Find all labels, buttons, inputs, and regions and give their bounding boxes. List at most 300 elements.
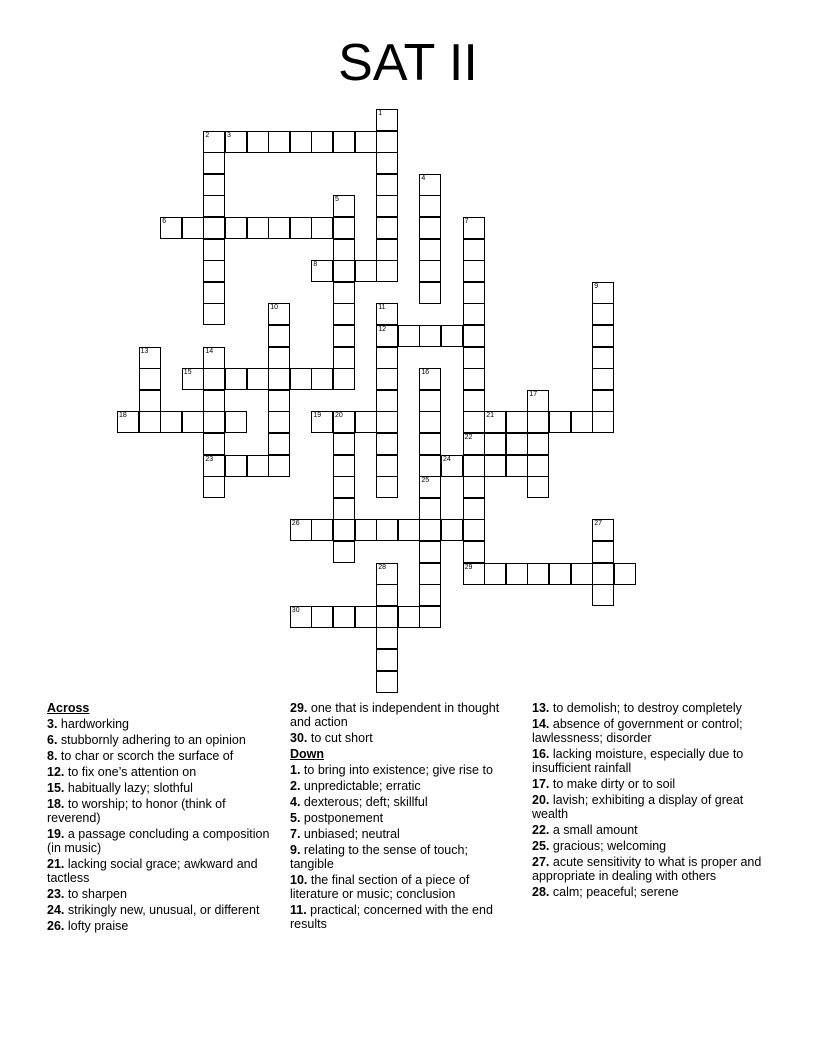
grid-cell[interactable] (376, 584, 398, 606)
grid-cell[interactable] (549, 411, 571, 433)
clue-down-13 (532, 701, 772, 715)
clue-down-27 (532, 855, 772, 883)
grid-cell[interactable] (117, 411, 139, 433)
clue-across-18 (47, 797, 272, 825)
cell-number: 23 (205, 455, 214, 463)
grid-cell[interactable] (247, 131, 269, 153)
grid-cell[interactable] (333, 411, 355, 433)
grid-cell[interactable] (463, 563, 485, 585)
clue-text: relating to the sense of touch; tangible (290, 843, 468, 871)
grid-cell[interactable] (376, 519, 398, 541)
clue-number: 20. (532, 793, 550, 807)
across-heading: Across (47, 701, 90, 715)
clue-down-10 (290, 873, 515, 901)
grid-cell[interactable] (376, 195, 398, 217)
grid-cell[interactable] (419, 368, 441, 390)
grid-cell[interactable] (376, 260, 398, 282)
grid-cell[interactable] (592, 563, 614, 585)
clue-text: lacking moisture, especially due to insufficient rainfall (532, 747, 744, 775)
cell-number: 19 (313, 412, 322, 420)
clue-text: lacking social grace; awkward and tactless (47, 857, 258, 885)
grid-cell[interactable] (333, 541, 355, 563)
grid-cell[interactable] (376, 239, 398, 261)
clue-text: unpredictable; erratic (303, 779, 421, 793)
grid-cell[interactable] (506, 455, 528, 477)
clue-down-7 (290, 827, 515, 841)
grid-cell[interactable] (333, 347, 355, 369)
grid-cell[interactable] (419, 541, 441, 563)
clue-down-1 (290, 763, 515, 777)
grid-cell[interactable] (290, 217, 312, 239)
cell-number: 1 (378, 110, 383, 117)
grid-cell[interactable] (419, 390, 441, 412)
grid-cell[interactable] (463, 411, 485, 433)
grid-cell[interactable] (419, 455, 441, 477)
clue-number: 17. (532, 777, 550, 791)
clue-number: 29. (290, 701, 308, 715)
cell-number: 10 (270, 304, 278, 312)
grid-cell[interactable] (311, 260, 333, 282)
grid-cell[interactable] (203, 131, 225, 153)
grid-cell[interactable] (268, 433, 290, 455)
clue-number: 4. (290, 795, 301, 809)
grid-cell[interactable] (419, 519, 441, 541)
grid-cell[interactable] (268, 390, 290, 412)
clue-down-5 (290, 811, 515, 825)
grid-cell[interactable] (203, 152, 225, 174)
clue-text: postponement (303, 811, 384, 825)
clue-text: the final section of a piece of literature or music; conclusion (290, 873, 470, 901)
clue-column-2 (290, 701, 515, 933)
grid-cell[interactable] (311, 411, 333, 433)
grid-cell[interactable] (203, 390, 225, 412)
grid-cell[interactable] (484, 433, 506, 455)
cell-number: 8 (313, 261, 318, 269)
grid-cell[interactable] (225, 131, 247, 153)
grid-cell[interactable] (376, 411, 398, 433)
grid-cell[interactable] (333, 455, 355, 477)
grid-cell[interactable] (484, 455, 506, 477)
cell-number: 4 (421, 174, 426, 182)
clue-text: to demolish; to destroy completely (552, 701, 742, 715)
clue-text: lavish; exhibiting a display of great wealth (532, 793, 744, 821)
clue-across-26 (47, 919, 272, 933)
grid-cell[interactable] (139, 390, 161, 412)
grid-cell[interactable] (139, 411, 161, 433)
clue-number: 16. (532, 747, 550, 761)
grid-cell[interactable] (333, 498, 355, 520)
grid-cell[interactable] (592, 411, 614, 433)
grid-cell[interactable] (376, 131, 398, 153)
clue-number: 22. (532, 823, 550, 837)
clue-across-30 (290, 731, 515, 745)
grid-cell[interactable] (247, 455, 269, 477)
grid-cell[interactable] (203, 195, 225, 217)
grid-cell[interactable] (571, 563, 593, 585)
cell-number: 7 (464, 218, 469, 225)
grid-cell[interactable] (333, 368, 355, 390)
grid-cell[interactable] (419, 606, 441, 628)
grid-cell[interactable] (311, 368, 333, 390)
grid-cell[interactable] (139, 347, 161, 369)
clue-number: 18. (47, 797, 65, 811)
grid-cell[interactable] (419, 195, 441, 217)
grid-cell[interactable] (463, 498, 485, 520)
grid-cell[interactable] (463, 282, 485, 304)
grid-cell[interactable] (376, 671, 398, 693)
clue-text: acute sensitivity to what is proper and appropriate in dealing with others (532, 855, 762, 883)
grid-cell[interactable] (527, 476, 549, 498)
grid-cell[interactable] (419, 260, 441, 282)
grid-cell[interactable] (225, 368, 247, 390)
cell-number: 18 (119, 412, 127, 420)
clue-number: 10. (290, 873, 308, 887)
clue-text: to fix one’s attention on (67, 765, 197, 779)
cell-number: 13 (140, 347, 149, 355)
grid-cell[interactable] (527, 390, 549, 412)
grid-cell[interactable] (592, 347, 614, 369)
grid-cell[interactable] (441, 325, 463, 347)
grid-cell[interactable] (268, 455, 290, 477)
grid-cell[interactable] (333, 260, 355, 282)
grid-cell[interactable] (376, 433, 398, 455)
grid-cell[interactable] (592, 584, 614, 606)
grid-cell[interactable] (333, 519, 355, 541)
grid-cell[interactable] (463, 347, 485, 369)
clue-across-29 (290, 701, 515, 729)
grid-cell[interactable] (376, 217, 398, 239)
grid-cell[interactable] (398, 519, 420, 541)
puzzle-title: SAT II (338, 34, 478, 92)
grid-cell[interactable] (182, 368, 204, 390)
clue-column-3 (532, 701, 772, 901)
grid-cell[interactable] (419, 282, 441, 304)
clue-text: to make dirty or to soil (552, 777, 676, 791)
grid-cell[interactable] (203, 260, 225, 282)
grid-cell[interactable] (333, 195, 355, 217)
clue-text: to bring into existence; give rise to (303, 763, 493, 777)
cell-number: 15 (183, 369, 192, 377)
grid-cell[interactable] (419, 325, 441, 347)
grid-cell[interactable] (311, 131, 333, 153)
cell-number: 12 (378, 326, 386, 333)
clue-number: 3. (47, 717, 58, 731)
cell-number: 16 (421, 369, 430, 377)
grid-cell[interactable] (333, 606, 355, 628)
clue-number: 7. (290, 827, 301, 841)
clue-number: 21. (47, 857, 65, 871)
grid-cell[interactable] (290, 131, 312, 153)
clue-number: 9. (290, 843, 301, 857)
grid-cell[interactable] (463, 390, 485, 412)
cell-number: 30 (291, 606, 300, 614)
clue-across-3 (47, 717, 272, 731)
grid-cell[interactable] (463, 303, 485, 325)
grid-cell[interactable] (463, 260, 485, 282)
grid-cell[interactable] (333, 217, 355, 239)
grid-cell[interactable] (376, 174, 398, 196)
cell-number: 22 (464, 434, 473, 441)
clue-number: 14. (532, 717, 550, 731)
grid-cell[interactable] (355, 411, 377, 433)
cell-number: 14 (205, 347, 214, 355)
grid-cell[interactable] (268, 411, 290, 433)
grid-cell[interactable] (592, 368, 614, 390)
cell-number: 9 (594, 282, 599, 290)
clue-text: absence of government or control; lawlessness; disorder (532, 717, 743, 745)
grid-cell[interactable] (376, 368, 398, 390)
grid-cell[interactable] (203, 411, 225, 433)
grid-cell[interactable] (398, 606, 420, 628)
grid-cell[interactable] (463, 455, 485, 477)
grid-cell[interactable] (203, 347, 225, 369)
clue-text: habitually lazy; slothful (67, 781, 193, 795)
cell-number: 29 (464, 563, 473, 571)
grid-cell[interactable] (571, 411, 593, 433)
grid-cell[interactable] (463, 217, 485, 239)
grid-cell[interactable] (419, 239, 441, 261)
grid-cell[interactable] (225, 411, 247, 433)
cell-number: 26 (291, 520, 300, 528)
grid-cell[interactable] (247, 368, 269, 390)
grid-cell[interactable] (463, 239, 485, 261)
grid-cell[interactable] (225, 455, 247, 477)
clue-down-16 (532, 747, 772, 775)
grid-cell[interactable] (592, 390, 614, 412)
grid-cell[interactable] (333, 282, 355, 304)
grid-cell[interactable] (592, 325, 614, 347)
clue-down-11 (290, 903, 515, 931)
clue-down-25 (532, 839, 772, 853)
clue-text: strikingly new, unusual, or different (67, 903, 260, 917)
grid-cell[interactable] (333, 325, 355, 347)
clue-number: 19. (47, 827, 65, 841)
clue-number: 1. (290, 763, 301, 777)
cell-number: 27 (594, 520, 602, 528)
clue-number: 28. (532, 885, 550, 899)
grid-cell[interactable] (333, 131, 355, 153)
clue-number: 24. (47, 903, 65, 917)
grid-cell[interactable] (527, 433, 549, 455)
clue-text: dexterous; deft; skillful (303, 795, 428, 809)
clue-text: practical; concerned with the end results (290, 903, 493, 931)
cell-number: 2 (205, 131, 210, 139)
grid-cell[interactable] (506, 411, 528, 433)
grid-cell[interactable] (376, 325, 398, 347)
grid-cell[interactable] (268, 368, 290, 390)
clue-text: to cut short (310, 731, 373, 745)
grid-cell[interactable] (592, 303, 614, 325)
grid-cell[interactable] (463, 519, 485, 541)
cell-number: 6 (162, 218, 167, 225)
clue-text: one that is independent in thought and action (290, 701, 500, 729)
grid-cell[interactable] (614, 563, 636, 585)
clue-text: stubbornly adhering to an opinion (60, 733, 246, 747)
grid-cell[interactable] (203, 239, 225, 261)
grid-cell[interactable] (419, 476, 441, 498)
clue-number: 11. (290, 903, 307, 917)
grid-cell[interactable] (376, 606, 398, 628)
grid-cell[interactable] (311, 217, 333, 239)
grid-cell[interactable] (592, 519, 614, 541)
grid-cell[interactable] (463, 368, 485, 390)
grid-cell[interactable] (333, 433, 355, 455)
grid-cell[interactable] (333, 239, 355, 261)
clue-number: 6. (47, 733, 58, 747)
clue-down-17 (532, 777, 772, 791)
clue-number: 13. (532, 701, 550, 715)
clue-text: a passage concluding a composition (in music) (47, 827, 270, 855)
grid-cell[interactable] (419, 411, 441, 433)
grid-cell[interactable] (549, 563, 571, 585)
grid-cell[interactable] (268, 347, 290, 369)
grid-cell[interactable] (203, 368, 225, 390)
grid-cell[interactable] (247, 217, 269, 239)
grid-cell[interactable] (419, 498, 441, 520)
clue-number: 23. (47, 887, 65, 901)
grid-cell[interactable] (463, 433, 485, 455)
grid-cell[interactable] (419, 584, 441, 606)
grid-cell[interactable] (203, 282, 225, 304)
clue-number: 2. (290, 779, 301, 793)
clue-text: hardworking (60, 717, 130, 731)
grid-cell[interactable] (419, 217, 441, 239)
grid-cell[interactable] (527, 411, 549, 433)
cell-number: 28 (378, 563, 386, 571)
clue-text: unbiased; neutral (303, 827, 400, 841)
clue-number: 26. (47, 919, 65, 933)
grid-cell[interactable] (506, 433, 528, 455)
grid-cell[interactable] (311, 519, 333, 541)
cell-number: 11 (378, 304, 386, 312)
clue-across-15 (47, 781, 272, 795)
grid-cell[interactable] (419, 563, 441, 585)
grid-cell[interactable] (441, 519, 463, 541)
grid-cell[interactable] (203, 433, 225, 455)
clue-down-9 (290, 843, 515, 871)
grid-cell[interactable] (203, 455, 225, 477)
grid-cell[interactable] (419, 433, 441, 455)
grid-cell[interactable] (592, 541, 614, 563)
grid-cell[interactable] (376, 563, 398, 585)
clue-column-1 (47, 701, 272, 935)
clue-text: to char or scorch the surface of (60, 749, 234, 763)
grid-cell[interactable] (398, 325, 420, 347)
grid-cell[interactable] (463, 541, 485, 563)
clue-across-12 (47, 765, 272, 779)
grid-cell[interactable] (268, 131, 290, 153)
clue-number: 30. (290, 731, 308, 745)
grid-cell[interactable] (203, 217, 225, 239)
grid-cell[interactable] (527, 563, 549, 585)
grid-cell[interactable] (160, 217, 182, 239)
cell-number: 5 (335, 196, 339, 204)
grid-cell[interactable] (376, 627, 398, 649)
cell-number: 24 (443, 455, 451, 463)
grid-cell[interactable] (376, 152, 398, 174)
cell-number: 21 (486, 412, 494, 420)
clue-across-19 (47, 827, 272, 855)
clue-number: 25. (532, 839, 550, 853)
cell-number: 17 (529, 390, 538, 398)
clue-across-23 (47, 887, 272, 901)
cell-number: 20 (335, 412, 343, 420)
grid-cell[interactable] (290, 368, 312, 390)
clue-number: 8. (47, 749, 58, 763)
clue-text: lofty praise (67, 919, 129, 933)
clue-across-21 (47, 857, 272, 885)
grid-cell[interactable] (463, 325, 485, 347)
grid-cell[interactable] (268, 325, 290, 347)
clue-down-28 (532, 885, 772, 899)
grid-cell[interactable] (376, 455, 398, 477)
grid-cell[interactable] (463, 476, 485, 498)
grid-cell[interactable] (376, 476, 398, 498)
grid-cell[interactable] (484, 563, 506, 585)
grid-cell[interactable] (333, 476, 355, 498)
clue-text: to worship; to honor (think of reverend) (47, 797, 226, 825)
clue-down-2 (290, 779, 515, 793)
grid-cell[interactable] (376, 390, 398, 412)
grid-cell[interactable] (333, 303, 355, 325)
grid-cell[interactable] (506, 563, 528, 585)
clue-down-14 (532, 717, 772, 745)
grid-cell[interactable] (203, 476, 225, 498)
down-heading: Down (290, 747, 325, 761)
clue-number: 5. (290, 811, 301, 825)
clue-text: to sharpen (67, 887, 127, 901)
grid-cell[interactable] (355, 260, 377, 282)
grid-cell[interactable] (311, 606, 333, 628)
grid-cell[interactable] (160, 411, 182, 433)
grid-cell[interactable] (355, 131, 377, 153)
grid-cell[interactable] (203, 303, 225, 325)
grid-cell[interactable] (203, 174, 225, 196)
clue-number: 12. (47, 765, 65, 779)
grid-cell[interactable] (484, 411, 506, 433)
cell-number: 3 (227, 131, 231, 139)
clue-number: 15. (47, 781, 65, 795)
grid-cell[interactable] (290, 519, 312, 541)
clue-across-24 (47, 903, 272, 917)
cell-number: 25 (421, 477, 430, 485)
clue-across-8 (47, 749, 272, 763)
grid-cell[interactable] (182, 217, 204, 239)
grid-cell[interactable] (592, 282, 614, 304)
grid-cell[interactable] (355, 519, 377, 541)
clue-text: gracious; welcoming (552, 839, 667, 853)
grid-cell[interactable] (376, 303, 398, 325)
grid-cell[interactable] (527, 455, 549, 477)
grid-cell[interactable] (268, 217, 290, 239)
clue-down-22 (532, 823, 772, 837)
grid-cell[interactable] (419, 174, 441, 196)
clue-down-4 (290, 795, 515, 809)
grid-cell[interactable] (290, 606, 312, 628)
clue-down-20 (532, 793, 772, 821)
clue-across-6 (47, 733, 272, 747)
grid-cell[interactable] (376, 649, 398, 671)
grid-cell[interactable] (376, 347, 398, 369)
grid-cell[interactable] (182, 411, 204, 433)
grid-cell[interactable] (376, 109, 398, 131)
grid-cell[interactable] (139, 368, 161, 390)
grid-cell[interactable] (355, 606, 377, 628)
grid-cell[interactable] (441, 455, 463, 477)
grid-cell[interactable] (268, 303, 290, 325)
grid-cell[interactable] (225, 217, 247, 239)
clue-number: 27. (532, 855, 550, 869)
